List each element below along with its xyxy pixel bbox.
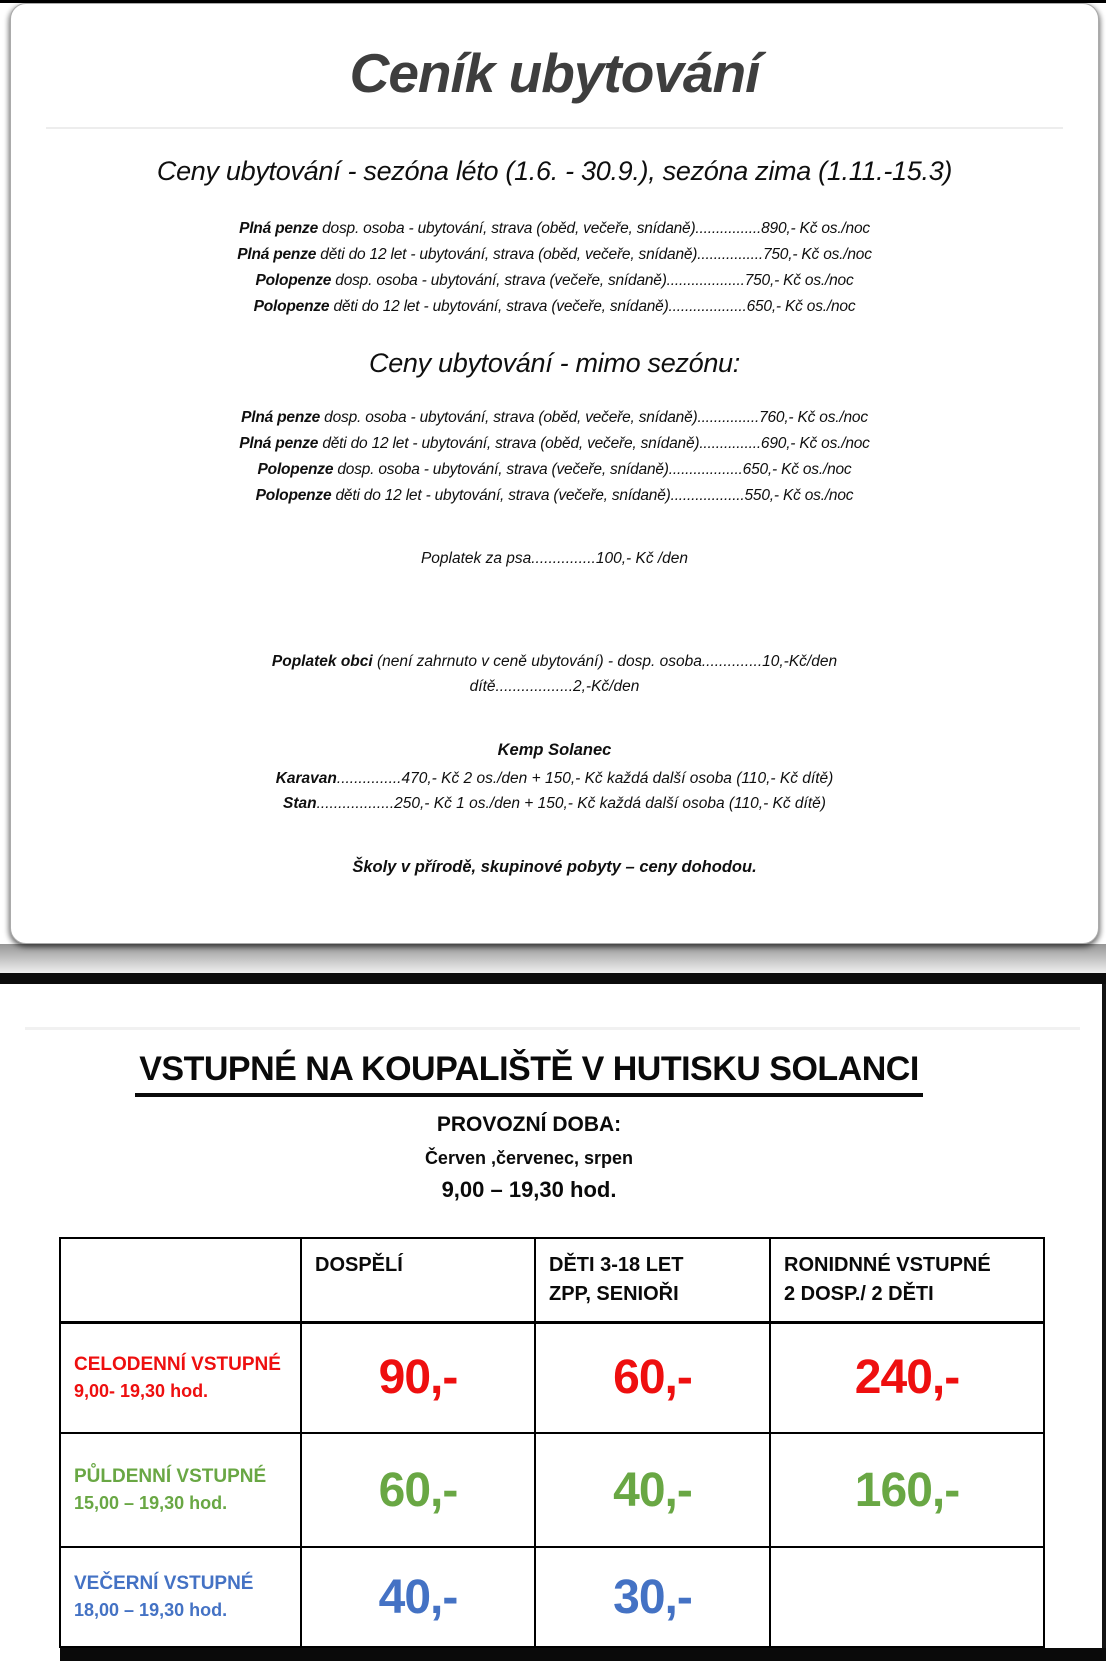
camp-line-text: ..................250,- Kč 1 os./den + 150,- Kč každá další osoba (110,- Kč dítě) bbox=[316, 795, 826, 812]
price-line bbox=[11, 294, 1098, 320]
municipal-fee-child-line: dítě..................2,-Kč/den bbox=[469, 678, 640, 695]
price-line-text: dosp. osoba - ubytování, strava (oběd, večeře, snídaně)...............760,- Kč os./noc bbox=[320, 409, 868, 426]
camp-line bbox=[11, 766, 1098, 791]
price-line-text: dosp. osoba - ubytování, strava (večeře, snídaně)..................650,- Kč os./noc bbox=[333, 461, 852, 478]
price-line-text: dosp. osoba - ubytování, strava (oběd, večeře, snídaně)................890,- Kč os./noc bbox=[318, 220, 870, 237]
price-line bbox=[11, 431, 1098, 457]
table-header-empty bbox=[60, 1238, 301, 1322]
offseason-price-list bbox=[11, 405, 1098, 509]
price-line bbox=[11, 268, 1098, 294]
price-line bbox=[11, 242, 1098, 268]
row-label-time: 15,00 – 19,30 hod. bbox=[74, 1493, 228, 1513]
municipal-fee-line bbox=[11, 649, 1098, 674]
price-line-lead: Polopenze bbox=[255, 272, 332, 289]
row-label-evening bbox=[60, 1547, 301, 1647]
row-label-half-day bbox=[60, 1433, 301, 1547]
price-line bbox=[11, 216, 1098, 242]
camp-line-lead: Stan bbox=[283, 795, 317, 812]
price-line bbox=[11, 483, 1098, 509]
pool-page-title bbox=[0, 1048, 1058, 1097]
row-label-text: VEČERNÍ VSTUPNÉ bbox=[74, 1573, 254, 1594]
bottom-edge-bar bbox=[60, 1648, 1106, 1661]
pool-price-table bbox=[59, 1237, 1045, 1648]
divider-line bbox=[46, 127, 1063, 129]
price-evening-adult: 40,- bbox=[301, 1547, 535, 1647]
table-header-family-line2: 2 DOSP./ 2 DĚTI bbox=[784, 1283, 934, 1305]
table-row-evening bbox=[60, 1547, 1044, 1647]
price-line-text: děti do 12 let - ubytování, strava (večeře, snídaně)...................650,- Kč os./noc bbox=[329, 298, 856, 315]
right-edge-bar bbox=[1102, 984, 1106, 1661]
price-evening-child: 30,- bbox=[535, 1547, 770, 1647]
table-header-family bbox=[770, 1238, 1044, 1322]
price-full-day-family: 240,- bbox=[770, 1322, 1044, 1433]
table-header-children bbox=[535, 1238, 770, 1322]
page-separator-bar bbox=[0, 973, 1106, 984]
divider-line bbox=[25, 1027, 1080, 1030]
table-row-full-day bbox=[60, 1322, 1044, 1433]
table-header-adults: DOSPĚLÍ bbox=[301, 1238, 535, 1322]
row-label-full-day bbox=[60, 1322, 301, 1433]
price-line-text: dosp. osoba - ubytování, strava (večeře, snídaně)...................750,- Kč os./noc bbox=[331, 272, 854, 289]
opening-hours: 9,00 – 19,30 hod. bbox=[441, 1177, 617, 1202]
price-full-day-adult: 90,- bbox=[301, 1322, 535, 1433]
price-line bbox=[11, 405, 1098, 431]
camp-line-text: ...............470,- Kč 2 os./den + 150,- Kč každá další osoba (110,- Kč dítě) bbox=[336, 770, 834, 787]
price-line-lead: Plná penze bbox=[237, 246, 317, 263]
municipal-fee-block bbox=[11, 649, 1098, 699]
price-full-day-child: 60,- bbox=[535, 1322, 770, 1433]
price-half-day-child: 40,- bbox=[535, 1433, 770, 1547]
price-half-day-adult: 60,- bbox=[301, 1433, 535, 1547]
table-header-children-line1: DĚTI 3-18 LET bbox=[549, 1254, 684, 1276]
camp-line bbox=[11, 791, 1098, 816]
price-line-lead: Polopenze bbox=[257, 461, 334, 478]
price-line-lead: Plná penze bbox=[239, 220, 319, 237]
price-line-lead: Polopenze bbox=[255, 487, 332, 504]
row-label-text: PŮLDENNÍ VSTUPNÉ bbox=[74, 1466, 267, 1487]
price-line-lead: Plná penze bbox=[239, 435, 319, 452]
season-price-list bbox=[11, 216, 1098, 320]
price-line-text: děti do 12 let - ubytování, strava (oběd, večeře, snídaně)................750,- Kč os./noc bbox=[316, 246, 872, 263]
opening-months: Červen ,červenec, srpen bbox=[424, 1148, 634, 1168]
dog-fee-line: Poplatek za psa...............100,- Kč /den bbox=[420, 550, 689, 567]
page-title: Ceník ubytování bbox=[349, 42, 760, 104]
camp-heading: Kemp Solanec bbox=[497, 741, 612, 759]
card-shadow-band bbox=[0, 944, 1106, 973]
price-line-text: děti do 12 let - ubytování, strava (oběd, večeře, snídaně)...............690,- Kč os./noc bbox=[318, 435, 870, 452]
municipal-fee-text: (není zahrnuto v ceně ubytování) - dosp. osoba..............10,-Kč/den bbox=[372, 653, 838, 670]
accommodation-price-card bbox=[10, 3, 1099, 944]
row-label-time: 9,00- 19,30 hod. bbox=[74, 1380, 209, 1401]
price-line-lead: Plná penze bbox=[241, 409, 321, 426]
row-label-text: CELODENNÍ VSTUPNÉ bbox=[74, 1353, 281, 1375]
schools-note: Školy v přírodě, skupinové pobyty – ceny dohodou. bbox=[352, 858, 757, 876]
price-evening-family bbox=[770, 1547, 1044, 1647]
opening-hours-label: PROVOZNÍ DOBA: bbox=[436, 1113, 622, 1136]
table-header-family-line1: RONIDNNÉ VSTUPNÉ bbox=[784, 1254, 991, 1276]
camp-line-lead: Karavan bbox=[275, 770, 337, 787]
table-row-half-day bbox=[60, 1433, 1044, 1547]
camp-price-list bbox=[11, 766, 1098, 816]
table-header-row bbox=[60, 1238, 1044, 1322]
pool-page-title-text: VSTUPNÉ NA KOUPALIŠTĚ V HUTISKU SOLANCI bbox=[135, 1048, 923, 1097]
price-half-day-family: 160,- bbox=[770, 1433, 1044, 1547]
price-line-lead: Polopenze bbox=[253, 298, 330, 315]
price-line-text: děti do 12 let - ubytování, strava (večeře, snídaně)..................550,- Kč os./noc bbox=[331, 487, 854, 504]
table-header-children-line2: ZPP, SENIOŘI bbox=[549, 1283, 679, 1305]
season-heading: Ceny ubytování - sezóna léto (1.6. - 30.9.), sezóna zima (1.11.-15.3) bbox=[156, 156, 953, 186]
offseason-heading: Ceny ubytování - mimo sezónu: bbox=[369, 348, 740, 378]
municipal-fee-lead: Poplatek obci bbox=[271, 653, 373, 670]
row-label-time: 18,00 – 19,30 hod. bbox=[74, 1600, 228, 1620]
price-line bbox=[11, 457, 1098, 483]
